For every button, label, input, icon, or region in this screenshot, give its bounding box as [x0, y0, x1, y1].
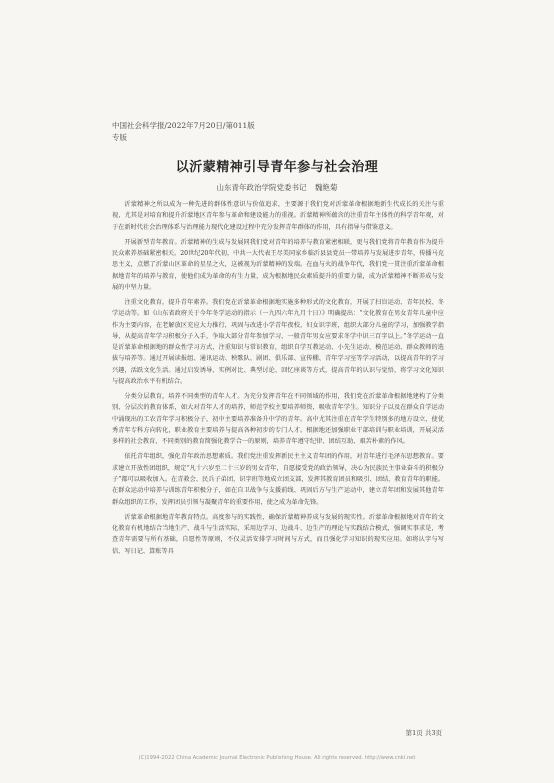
author-line — [0, 182, 554, 193]
publication-info: 中国社会科学报/2022年7月20日/第011版 — [112, 121, 255, 130]
author-affiliation: 山东青年政治学院党委书记 — [216, 183, 307, 192]
section-label: 专版 — [112, 133, 127, 142]
article-body — [112, 199, 444, 561]
paragraph: 开展新型青年教育。沂蒙精神的生成与发展同我们党对青年的培养与教育紧密相联，更与我们党将青年教育作为提升民众素养基础紧密相关。20世纪20年代初，中共一大代表王尽美同家乡临沂县县党员一带培养与发展进步青年，传播马克思主义，点燃了沂蒙山区革命的星星之火，这被视为沂蒙精神的发端。在血与火的战争年代，我们党一贯注重沂蒙革命根据地青年的培养与教育，使他们成为革命的有生力量，成为根据地民众素质提升的重要力量，成为沂蒙精神不断养成与发展的中坚力量。 — [112, 238, 444, 291]
copyright-footer: (C)1994-2022 China Academic Journal Electronic Publishing House. All rights reserved. http://www.cnki.net — [138, 755, 416, 761]
page-number: 第1页 共3页 — [405, 729, 442, 737]
paragraph: 注重文化教育，提升青年素养。我们党在沂蒙革命根据地实施多种形式的文化教育，开展了扫盲运动、青年民校、冬学运动等。如《山东省政府关于今年冬学运动的指示（一九四六年九月十日）》明确提出：“文化教育在男女青年儿童中应作为主要内容，在老解放区充应大力推行，巩固与改进小学青年夜校、妇女识字班，组织大部分儿童的学习，加强教学指导，从提高青年学习积极分子入手，争取大部分青年参加学习，一般青年男女应要求冬学中识三百字以上。”冬学运动一直是沂蒙革命根据地的群众性学习方式，注重知识与常识教育，组织自学互教运动、小先生运动、模范运动、群众教师的选拔与培养等。通过开展读报组、通讯运动、秧歌队、剧团、俱乐部、宣传棚、青年学习室等学习活动，以提高青年的学习兴趣，活跃文化生活。通过启发诱导、实例对比、典型讨论、回忆座谈等方式，提高青年的认识与觉悟，将学习文化知识与提高政治水平有机结合。 — [112, 298, 444, 386]
publication-header — [112, 120, 255, 144]
article-title: 以沂蒙精神引导青年参与社会治理 — [175, 160, 379, 175]
paragraph: 沂蒙革命根据地青年教育特点。高度参与的实践性，确保沂蒙精神养成与发展的现实性。沂蒙革命根据地对青年的文化教育有机地结合当地生产、战斗与生活实际，采用边学习、边战斗、边生产的理论与实践结合模式，强调实事求是，考查青年需要与所有基础，自愿性等原则，不仅灵活安排学习时间与方式，而且强化学习知识的现实应用。如将认字与写信、写日记、算账等具 — [112, 513, 444, 555]
paragraph: 依托青年组织，强化青年政治思想素质。我们党注重发挥新民主主义青年团的作用，对青年进行毛泽东思想教育。要求建立开放性团组织，规定“凡十六岁至二十三岁的男女青年，自愿接受党的政治领导，决心为民族民主事业奋斗的积极分子”都可以吸收加入。在青救会、民兵子弟团、识字班等地成立团支部，发挥其教育团员和吸引、团结、教育青年的职能。在群众运动中培养与训练青年积极分子，如在自卫战争与支援前线、巩固后方与生产运动中，建立青年团和发展其他青年群众组织的工作，发挥团员引领与凝聚青年的重要作用，使之成为革命先锋。 — [112, 453, 444, 506]
author-name: 魏艳菊 — [314, 183, 338, 192]
paragraph: 沂蒙精神之所以成为一种先进的群体性意识与价值追求，主要源于我们党对沂蒙革命根据地新生代成长的关注与重视，尤其是对培育和提升沂蒙地区青年参与革命和建设能力的重视。沂蒙精神所蕴含的注重青年主体性的科学青年观，对于在新时代社会治理体系与治理能力现代化建设过程中充分发挥青年群体的作用，具有指导与借鉴意义。 — [112, 201, 444, 231]
paragraph: 分类分层教育，培养不同类型的青年人才。为充分发挥青年在不同领域的作用，我们党在沂蒙革命根据地建构了分类别、分层次的教育体系，如大对青年人才的培养，师范学校主要培养师资，吸收青年学生。知识分子以及在群众自学运动中涌现出的工农青年学习积极分子，初中主要培养准备升中学的青年。高中尤其注重在青年学生特别多的地方设立，使优秀青年专科方向转化，职业教育主要培养与提高各种初步的专门人才。根据地还加强职业干部培训与职业培训，开展灵活多样的社会教育，不同类别的教育简强化教学合一的原则，培养青年遵守纪律、团结互助、艰苦朴素的作风。 — [112, 393, 444, 446]
